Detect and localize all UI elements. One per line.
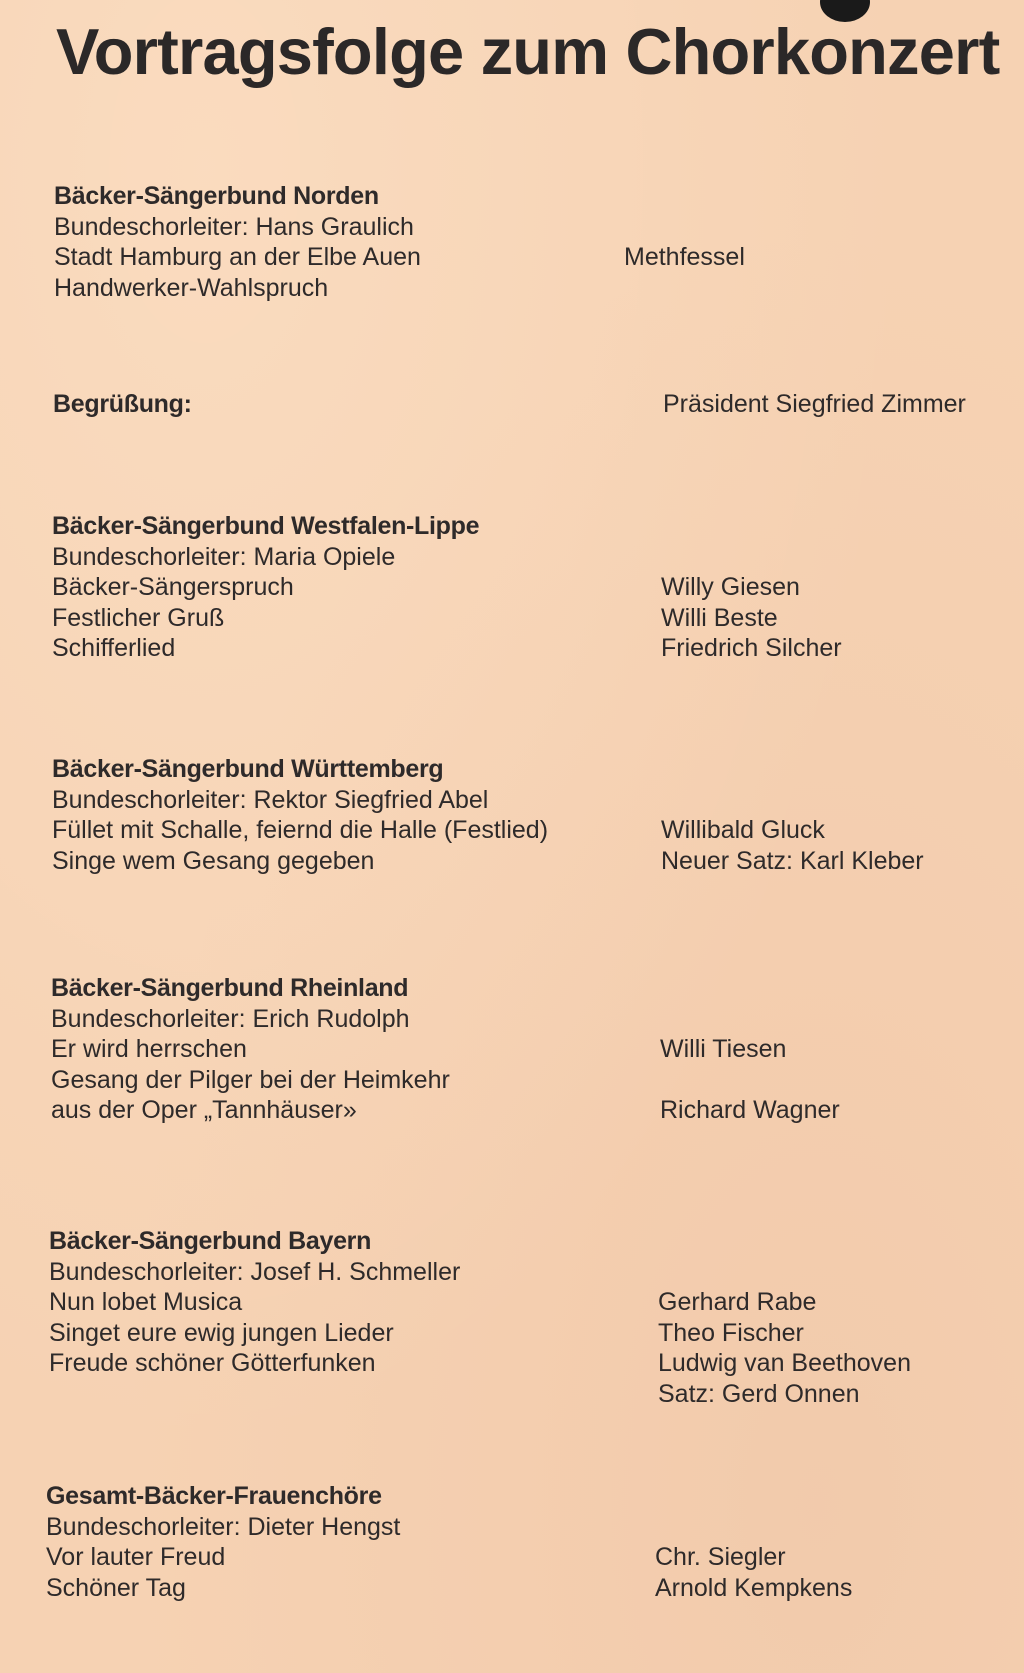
program-item: Stadt Hamburg an der Elbe Auen — [54, 243, 421, 271]
program-item: Schifferlied — [52, 634, 176, 662]
page-title: Vortragsfolge zum Chorkonzert — [56, 15, 1000, 88]
composer: Neuer Satz: Karl Kleber — [661, 846, 924, 875]
conductor-line: Bundeschorleiter: Rektor Siegfried Abel — [52, 785, 489, 814]
conductor-line: Bundeschorleiter: Erich Rudolph — [51, 1004, 410, 1033]
conductor-line: Bundeschorleiter: Josef H. Schmeller — [49, 1257, 461, 1286]
program-item: Füllet mit Schalle, feiernd die Halle (Festlied) — [52, 816, 549, 844]
program-item: Handwerker-Wahlspruch — [54, 273, 329, 302]
composer: Arnold Kempkens — [655, 1573, 853, 1602]
composer: Willibald Gluck — [661, 816, 825, 844]
composer: Gerhard Rabe — [658, 1288, 817, 1316]
program-item: Er wird herrschen — [51, 1035, 247, 1063]
composer: Richard Wagner — [660, 1096, 840, 1124]
section-heading: Bäcker-Sängerbund Rheinland — [51, 974, 409, 1002]
section-heading: Bäcker-Sängerbund Württemberg — [52, 755, 444, 783]
composer: Willi Beste — [661, 603, 778, 632]
program-item: Nun lobet Musica — [49, 1288, 243, 1316]
program-item: Festlicher Gruß — [52, 603, 225, 632]
composer: Ludwig van Beethoven — [658, 1349, 911, 1377]
program-item: Freude schöner Götterfunken — [49, 1349, 376, 1377]
composer: Theo Fischer — [658, 1318, 804, 1347]
speaker: Präsident Siegfried Zimmer — [663, 390, 966, 418]
section-left-column — [54, 181, 654, 303]
program-item: Singe wem Gesang gegeben — [52, 846, 375, 875]
composer: Friedrich Silcher — [661, 634, 842, 662]
composer: Methfessel — [624, 243, 745, 271]
section-heading: Bäcker-Sängerbund Norden — [54, 182, 379, 210]
section-heading: Bäcker-Sängerbund Bayern — [49, 1227, 372, 1255]
program-item: Gesang der Pilger bei der Heimkehr — [51, 1065, 450, 1094]
section-heading: Bäcker-Sängerbund Westfalen-Lippe — [52, 512, 480, 540]
program-item: Bäcker-Sängerspruch — [52, 573, 294, 601]
program-item: Singet eure ewig jungen Lieder — [49, 1318, 394, 1347]
composer: Willy Giesen — [661, 573, 800, 601]
program-item: aus der Oper „Tannhäuser» — [51, 1096, 357, 1124]
program-item: Vor lauter Freud — [46, 1543, 226, 1571]
conductor-line: Bundeschorleiter: Maria Opiele — [52, 542, 396, 571]
program-item: Schöner Tag — [46, 1573, 186, 1602]
composer: Willi Tiesen — [660, 1035, 787, 1063]
composer: Satz: Gerd Onnen — [658, 1379, 860, 1408]
section-right-column — [624, 181, 984, 273]
section-heading: Begrüßung: — [53, 390, 192, 418]
section-heading: Gesamt-Bäcker-Frauenchöre — [46, 1482, 382, 1510]
composer: Chr. Siegler — [655, 1543, 786, 1571]
conductor-line: Bundeschorleiter: Dieter Hengst — [46, 1512, 401, 1541]
conductor-line: Bundeschorleiter: Hans Graulich — [54, 212, 414, 241]
